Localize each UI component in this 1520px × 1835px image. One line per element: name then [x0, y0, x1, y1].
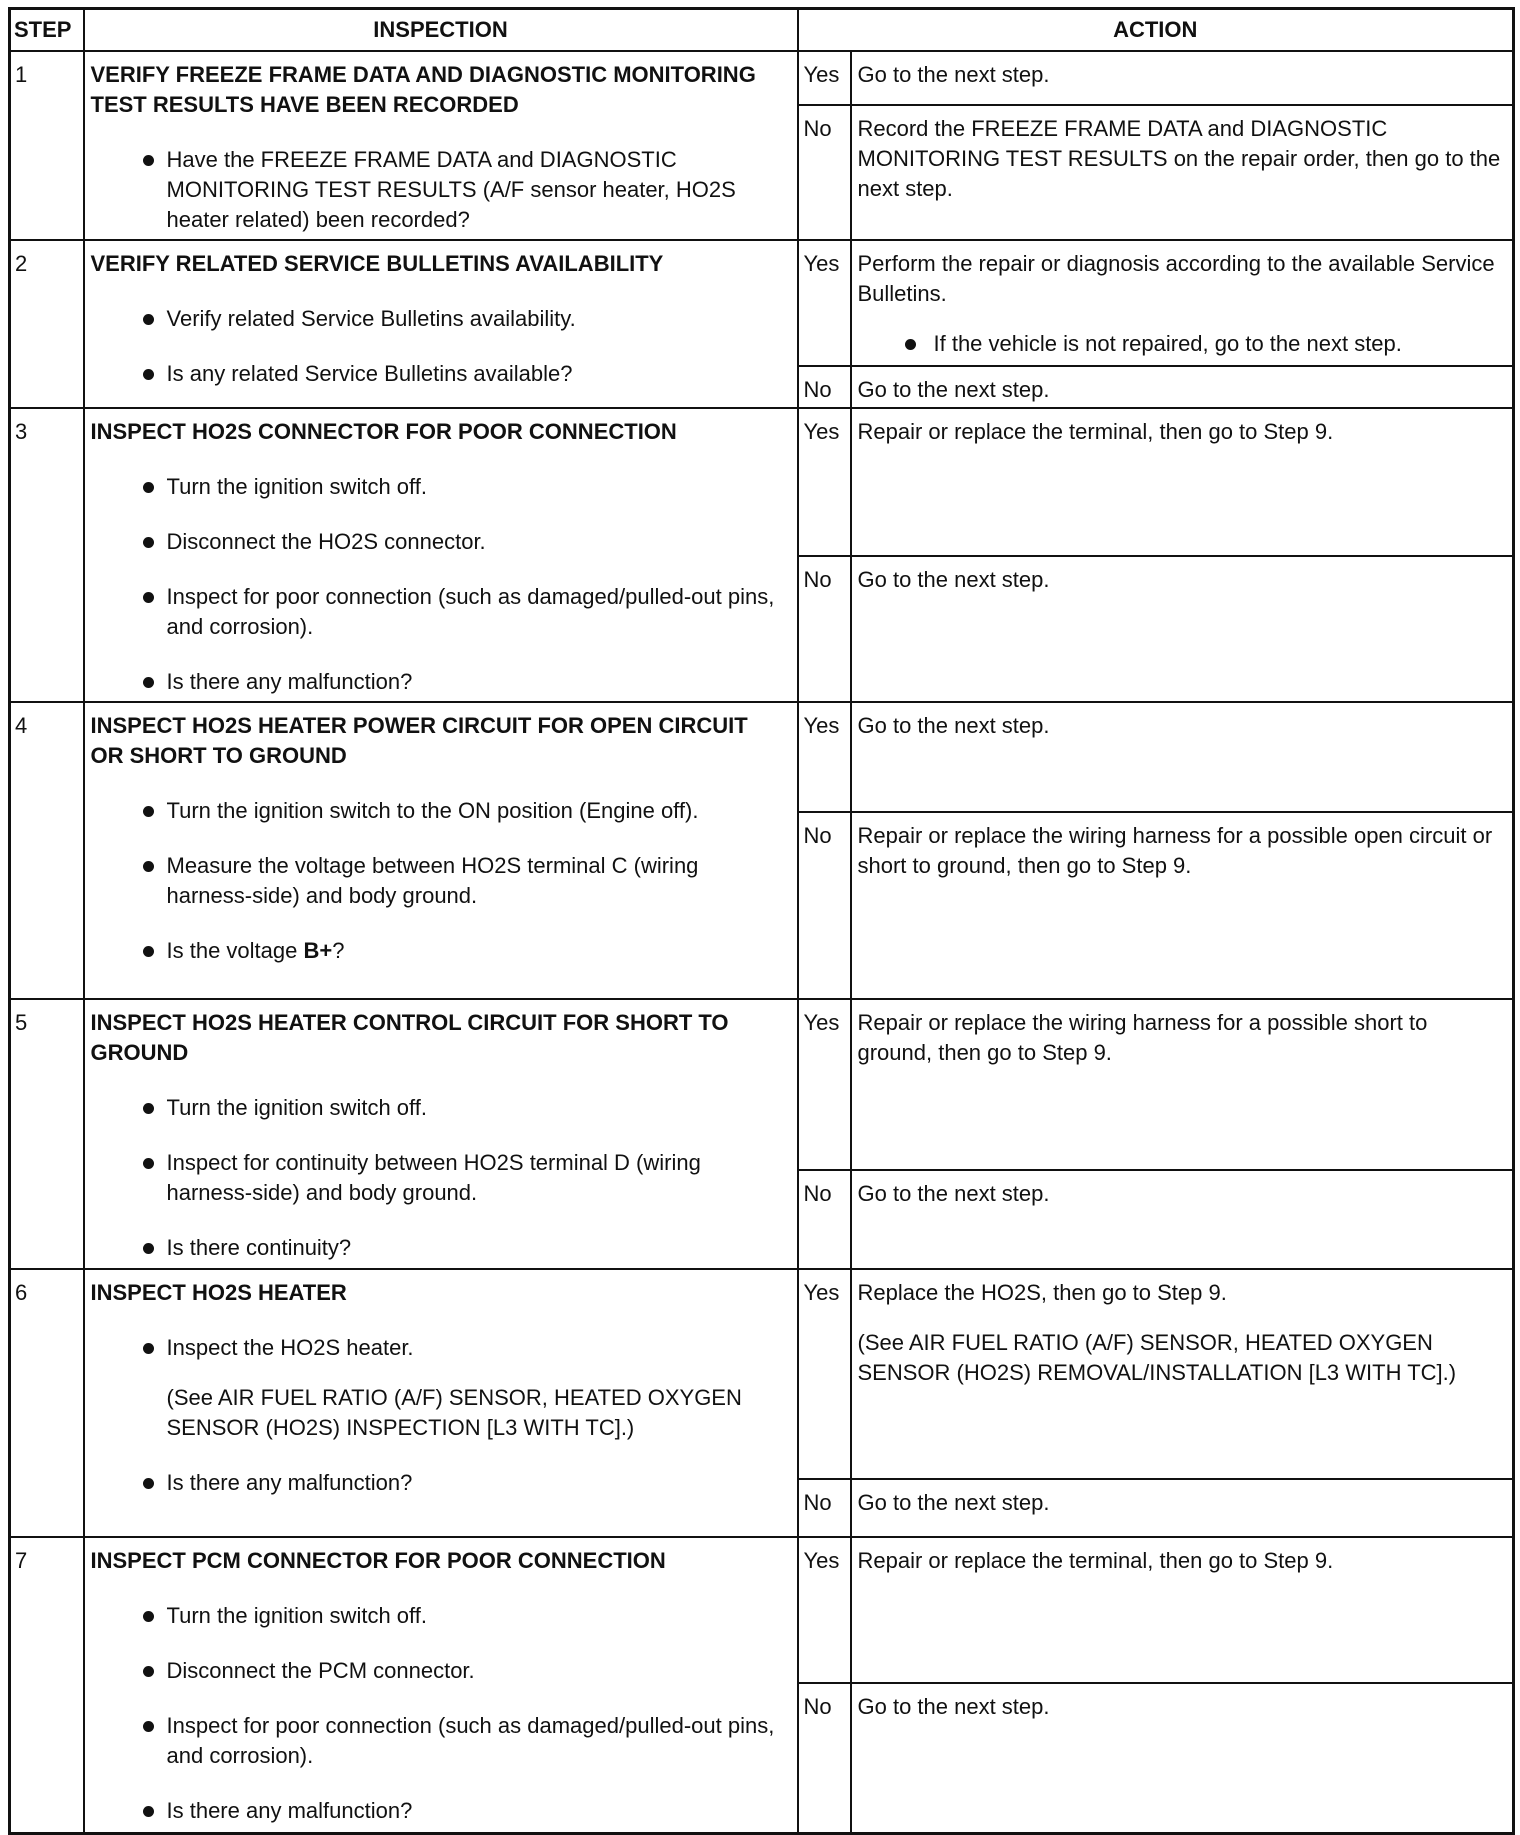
step-title: INSPECT HO2S HEATER	[90, 1280, 347, 1305]
yes-action-text: Perform the repair or diagnosis according to the available Service Bulletins.	[857, 251, 1495, 306]
inspection-cell	[84, 408, 798, 702]
list-item: Turn the ignition switch off.	[91, 1601, 787, 1631]
action-list	[858, 329, 1507, 359]
yes-label: Yes	[798, 1269, 851, 1479]
no-label: No	[798, 1170, 851, 1269]
list-item: Is any related Service Bulletins available?	[91, 359, 787, 389]
table-row	[10, 408, 1514, 556]
step-title: INSPECT HO2S HEATER POWER CIRCUIT FOR OPEN CIRCUIT OR SHORT TO GROUND	[90, 713, 748, 768]
list-item: Inspect for poor connection (such as damaged/pulled-out pins, and corrosion).	[91, 1711, 787, 1771]
question-suffix: ?	[332, 938, 345, 963]
inspection-list	[91, 472, 787, 697]
list-item: Disconnect the PCM connector.	[91, 1656, 787, 1686]
inspection-list	[91, 145, 787, 235]
step-title: VERIFY FREEZE FRAME DATA AND DIAGNOSTIC MONITORING TEST RESULTS HAVE BEEN RECORDED	[90, 62, 756, 117]
no-action: Go to the next step.	[851, 1479, 1514, 1537]
yes-label: Yes	[798, 1537, 851, 1683]
inspection-list	[91, 1093, 787, 1263]
yes-action-text: Replace the HO2S, then go to Step 9.	[857, 1280, 1227, 1305]
step-number: 4	[10, 702, 84, 999]
list-item: Turn the ignition switch off.	[91, 472, 787, 502]
header-inspection: INSPECTION	[84, 9, 798, 52]
step-number: 7	[10, 1537, 84, 1833]
step-number: 5	[10, 999, 84, 1269]
header-step: STEP	[10, 9, 84, 52]
yes-label: Yes	[798, 51, 851, 105]
yes-label: Yes	[798, 408, 851, 556]
table-row	[10, 51, 1514, 105]
inspection-cell	[84, 702, 798, 999]
list-item: Disconnect the HO2S connector.	[91, 527, 787, 557]
list-item: Turn the ignition switch to the ON position (Engine off).	[91, 796, 787, 826]
list-item: If the vehicle is not repaired, go to the next step.	[858, 329, 1507, 359]
no-action: Go to the next step.	[851, 1170, 1514, 1269]
inspection-cell	[84, 1537, 798, 1833]
diagnostic-table	[8, 7, 1515, 1835]
no-label: No	[798, 556, 851, 702]
no-label: No	[798, 1683, 851, 1833]
list-item: Is there any malfunction?	[91, 1796, 787, 1826]
step-title: VERIFY RELATED SERVICE BULLETINS AVAILABILITY	[90, 251, 664, 276]
table-row	[10, 1537, 1514, 1683]
yes-label: Yes	[798, 702, 851, 812]
no-action: Go to the next step.	[851, 366, 1514, 408]
reference-note: (See AIR FUEL RATIO (A/F) SENSOR, HEATED OXYGEN SENSOR (HO2S) INSPECTION [L3 WITH TC].)	[166, 1385, 742, 1440]
no-action: Repair or replace the wiring harness for a possible open circuit or short to ground, then go to Step 9.	[851, 812, 1514, 999]
yes-action: Go to the next step.	[851, 702, 1514, 812]
step-title: INSPECT HO2S CONNECTOR FOR POOR CONNECTION	[90, 419, 677, 444]
diagnostic-procedure-page	[8, 7, 1512, 1823]
list-item: Is there any malfunction?	[91, 1468, 787, 1498]
list-item: Have the FREEZE FRAME DATA and DIAGNOSTIC MONITORING TEST RESULTS (A/F sensor heater, HO2S heater related) been recorded?	[91, 145, 787, 235]
yes-action: Repair or replace the terminal, then go to Step 9.	[851, 1537, 1514, 1683]
step-title: INSPECT HO2S HEATER CONTROL CIRCUIT FOR SHORT TO GROUND	[90, 1010, 729, 1065]
yes-action	[851, 240, 1514, 366]
list-item: Inspect for continuity between HO2S terminal D (wiring harness-side) and body ground.	[91, 1148, 787, 1208]
list-item: Is there any malfunction?	[91, 667, 787, 697]
step-number: 6	[10, 1269, 84, 1537]
list-item: Is there continuity?	[91, 1233, 787, 1263]
table-header-row	[10, 9, 1514, 52]
step-number: 1	[10, 51, 84, 240]
table-row	[10, 240, 1514, 366]
yes-action: Go to the next step.	[851, 51, 1514, 105]
list-item	[91, 936, 787, 966]
table-row	[10, 999, 1514, 1170]
list-item: Inspect for poor connection (such as damaged/pulled-out pins, and corrosion).	[91, 582, 787, 642]
reference-note: (See AIR FUEL RATIO (A/F) SENSOR, HEATED OXYGEN SENSOR (HO2S) REMOVAL/INSTALLATION [L3 WITH TC].)	[857, 1330, 1457, 1385]
step-number: 3	[10, 408, 84, 702]
no-label: No	[798, 366, 851, 408]
inspection-list	[91, 796, 787, 966]
no-label: No	[798, 1479, 851, 1537]
inspection-list	[91, 1601, 787, 1826]
yes-action: Repair or replace the terminal, then go to Step 9.	[851, 408, 1514, 556]
no-action: Go to the next step.	[851, 556, 1514, 702]
list-item: Verify related Service Bulletins availability.	[91, 304, 787, 334]
no-action: Go to the next step.	[851, 1683, 1514, 1833]
voltage-value: B+	[303, 938, 333, 963]
table-row	[10, 1269, 1514, 1479]
inspection-list	[91, 1333, 787, 1498]
yes-action: Repair or replace the wiring harness for a possible short to ground, then go to Step 9.	[851, 999, 1514, 1170]
header-action: ACTION	[798, 9, 1514, 52]
step-title: INSPECT PCM CONNECTOR FOR POOR CONNECTION	[90, 1548, 666, 1573]
step-number: 2	[10, 240, 84, 408]
inspection-cell	[84, 999, 798, 1269]
inspection-cell	[84, 51, 798, 240]
list-item: Measure the voltage between HO2S terminal C (wiring harness-side) and body ground.	[91, 851, 787, 911]
list-item: Inspect the HO2S heater.	[91, 1333, 787, 1363]
inspection-list	[91, 304, 787, 389]
question-prefix: Is the voltage	[166, 938, 304, 963]
no-label: No	[798, 812, 851, 999]
table-row	[10, 702, 1514, 812]
no-action: Record the FREEZE FRAME DATA and DIAGNOSTIC MONITORING TEST RESULTS on the repair order, then go to the next step.	[851, 105, 1514, 240]
list-item: Turn the ignition switch off.	[91, 1093, 787, 1123]
yes-action	[851, 1269, 1514, 1479]
no-label: No	[798, 105, 851, 240]
yes-label: Yes	[798, 999, 851, 1170]
inspection-cell	[84, 240, 798, 408]
inspection-cell	[84, 1269, 798, 1537]
yes-label: Yes	[798, 240, 851, 366]
